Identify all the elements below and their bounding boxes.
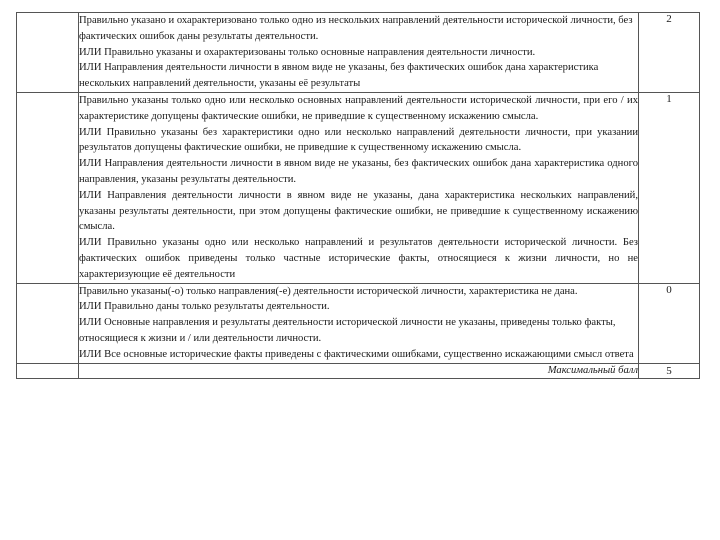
score-cell: 1 xyxy=(639,92,700,283)
empty-cell xyxy=(17,363,79,378)
criteria-paragraph: Правильно указаны(-о) только направления(-е) деятельности исторической личности, характеристика не дана. xyxy=(79,285,578,297)
max-score-value: 5 xyxy=(639,363,700,378)
empty-cell xyxy=(17,283,79,363)
criteria-paragraph: ИЛИ Правильно указаны без характеристики одно или несколько направлений деятельности личности, при указании результатов допущены фактические ошибки, не приведшие к существенному искажению смысла. xyxy=(79,126,638,154)
empty-cell xyxy=(17,92,79,283)
criteria-paragraph: Правильно указано и охарактеризовано только одно из нескольких направлений деятельности исторической личности, без фактических ошибок даны результаты деятельности. xyxy=(79,15,633,42)
max-score-label: Максимальный балл xyxy=(79,363,639,378)
criteria-text-cell xyxy=(79,13,639,93)
criteria-row-score-1 xyxy=(17,92,700,283)
criteria-paragraph: ИЛИ Все основные исторические факты приведены с фактическими ошибками, существенно искажающими смысл ответа xyxy=(79,348,634,360)
criteria-row-score-2 xyxy=(17,13,700,93)
criteria-text-cell xyxy=(79,92,639,283)
empty-cell xyxy=(17,13,79,93)
score-cell: 2 xyxy=(639,13,700,93)
criteria-text-cell xyxy=(79,283,639,363)
criteria-row-score-0 xyxy=(17,283,700,363)
criteria-paragraph: Правильно указаны только одно или несколько основных направлений деятельности исторической личности, при его / их характеристике допущены фактические ошибки, не приведшие к существенному искажению смысла. xyxy=(79,94,638,122)
score-cell: 0 xyxy=(639,283,700,363)
criteria-paragraph: ИЛИ Правильно указаны и охарактеризованы только основные направления деятельности личности. xyxy=(79,46,536,58)
criteria-paragraph: ИЛИ Направления деятельности личности в явном виде не указаны, без фактических ошибок дана характеристика одного направления, указаны результаты деятельности. xyxy=(79,158,638,185)
criteria-paragraph: ИЛИ Направления деятельности личности в явном виде не указаны, дана характеристика нескольких направлений, указаны результаты деятельности, при этом допущены фактические ошибки, не приведшие к существенному искажению смысла. xyxy=(79,189,638,233)
criteria-paragraph: ИЛИ Направления деятельности личности в явном виде не указаны, без фактических ошибок дана характеристика нескольких направлений деятельности, указаны её результаты xyxy=(79,62,599,90)
criteria-paragraph: ИЛИ Основные направления и результаты деятельности исторической личности не указаны, приведены только факты, относящиеся к жизни и / или деятельности личности. xyxy=(79,317,616,344)
max-score-row xyxy=(17,363,700,378)
criteria-paragraph: ИЛИ Правильно даны только результаты деятельности. xyxy=(79,301,330,313)
criteria-paragraph: ИЛИ Правильно указаны одно или несколько направлений и результатов деятельности исторической личности. Без фактических ошибок приведены только частные исторические факты, относящиеся к жизни личности, но не характеризующие её деятельности xyxy=(79,237,638,280)
grading-criteria-table xyxy=(16,12,700,379)
